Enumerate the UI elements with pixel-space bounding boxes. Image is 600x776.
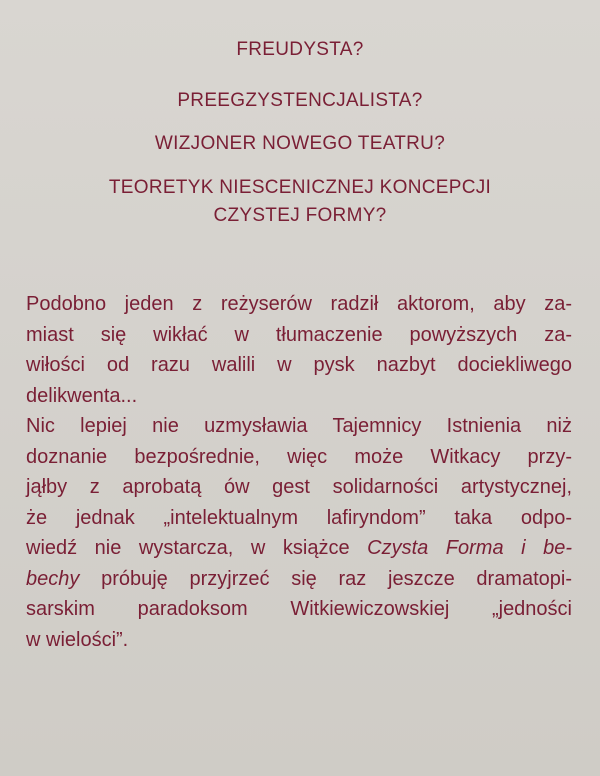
body-text — [26, 289, 572, 655]
paragraph2-line5-text: wiedź nie wystarcza, w książce — [26, 537, 368, 559]
question-wizjoner: WIZJONER NOWEGO TEATRU? — [154, 133, 446, 154]
paragraph2-line: sarskim paradoksom Witkiewiczowskiej „jedności — [26, 598, 572, 620]
question-teoretyk-line1: TEORETYK NIESCENICZNEJ KONCEPCJI — [108, 177, 492, 198]
paragraph1-line: Podobno jeden z reżyserów radził aktorom, aby za- — [26, 293, 572, 315]
paragraph2-line: jąłby z aprobatą ów gest solidarności artystycznej, — [26, 476, 572, 498]
question-freudysta: FREUDYSTA? — [236, 39, 364, 60]
paragraph2-line — [26, 533, 572, 564]
paragraph1-line: wiłości od razu walili w pysk nazbyt dociekliwego — [26, 354, 572, 376]
paragraph1-line: delikwenta... — [26, 384, 138, 407]
paragraph1-line: miast się wikłać w tłumaczenie powyższych za- — [26, 323, 572, 346]
book-title-part2: bechy — [26, 567, 80, 590]
question-preegzystencjalista: PREEGZYSTENCJALISTA? — [177, 90, 423, 111]
paragraph2-line6-text: próbuję przyjrzeć się raz jeszcze dramatopi- — [79, 567, 572, 590]
book-title-part1: Czysta Forma i be- — [367, 537, 572, 559]
paragraph2-line — [26, 564, 572, 595]
paragraph2-line: w wielości”. — [26, 628, 129, 651]
question-teoretyk-line2: CZYSTEJ FORMY? — [213, 205, 387, 226]
paragraph2-line: Nic lepiej nie uzmysławia Tajemnicy Istnienia niż — [26, 415, 572, 437]
question-teoretyk — [0, 174, 600, 230]
paragraph2-line: doznanie bezpośrednie, więc może Witkacy przy- — [26, 445, 572, 468]
paragraph2-line: że jednak „intelektualnym lafiryndom” taka odpo- — [26, 506, 572, 529]
